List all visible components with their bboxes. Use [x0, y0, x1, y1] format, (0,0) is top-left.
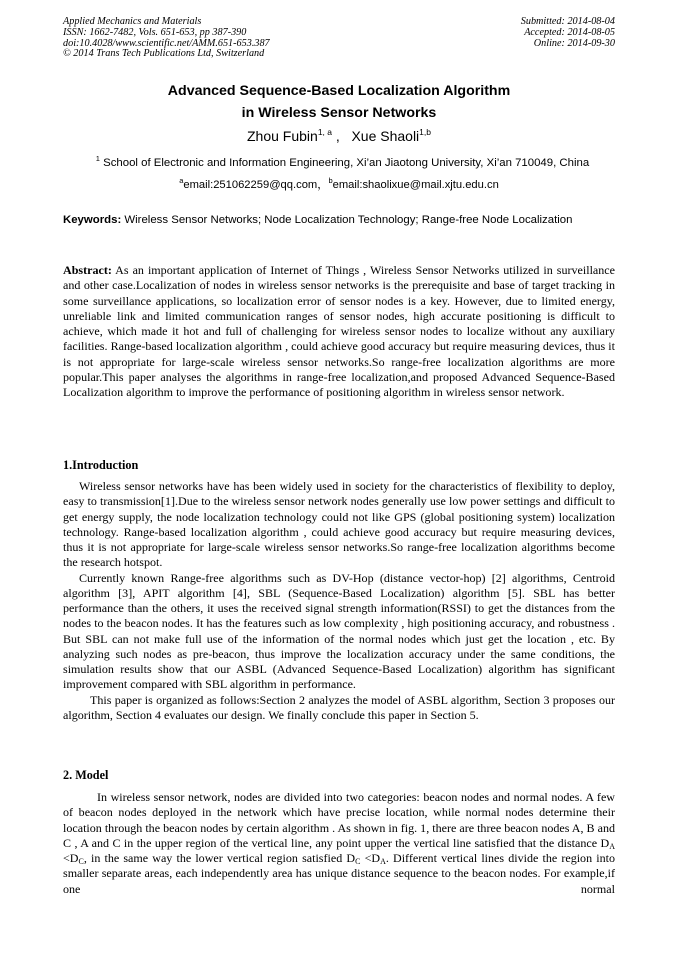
paragraph: This paper is organized as follows:Section 2 analyzes the model of ASBL algorithm, Section 3 proposes our algorithm, Section 4 evaluates our design. We finally conclude this paper in Section 5.	[63, 692, 615, 722]
affiliation	[63, 155, 622, 171]
author-affiliation-mark: 1, a	[317, 127, 332, 137]
paragraph-text: <D	[360, 851, 381, 865]
author-emails	[63, 177, 615, 193]
online-date: Online: 2014-09-30	[533, 37, 615, 49]
subscript: C	[78, 857, 84, 866]
paragraph: Wireless sensor networks have has been widely used in society for the characteristics of flexibility to deploy, easy to transmission[1].Due to the wireless sensor network nodes generally use low power settings and difficult to get energy supply, the node localization technology could not like GPS (global positioning system) localization technology. Range-based localization algorithm , could achieve good accuracy but require measuring devices, thus it is not appropriate for large-scale wireless sensor networks.So range-free localization algorithms become the research hotspot.	[63, 479, 615, 570]
journal-header-right	[521, 17, 615, 49]
paper-title	[63, 80, 615, 124]
copyright-line: © 2014 Trans Tech Publications Ltd, Switzerland	[63, 48, 265, 60]
abstract-paragraph	[63, 263, 615, 400]
abstract-text: As an important application of Internet of Things , Wireless Sensor Networks utilized in surveillance and other case.Localization of nodes in wireless sensor networks is the prerequisite and base of target tracking in some surveillance applications, so localization error of sensor nodes is a key. However, due to limited energy, unreliable link and limited communication ranges of sensor nodes, high accurate positioning is difficult to achieve, which made it hot and full of challenging for wireless sensor nodes to localize without any auxiliary facilities. Range-based localization algorithm , could achieve good accuracy but require measuring devices, thus it is not appropriate for large-scale wireless sensor networks.So range-free localization algorithms are more popular.This paper analyses the algorithms in range-free localization,and proposed Advanced Sequence-Based Localization algorithm to improve the performance of positioning algorithm in wireless sensor network.	[63, 263, 615, 399]
email-mark: a	[179, 176, 184, 185]
journal-header-left	[63, 17, 270, 60]
paragraph-text: , in the same way the lower vertical region satisfied D	[83, 851, 356, 865]
model-body	[63, 790, 615, 897]
affiliation-mark: 1	[95, 154, 100, 163]
submitted-date: Submitted: 2014-08-04	[520, 16, 615, 27]
accepted-date: Accepted: 2014-08-05	[524, 26, 615, 38]
author-name: Zhou Fubin	[246, 128, 318, 144]
author-name: Xue Shaoli	[351, 128, 420, 144]
author-affiliation-mark: 1,b	[419, 127, 431, 137]
keywords-text: Wireless Sensor Networks; Node Localization Technology; Range-free Node Localization	[121, 214, 573, 226]
introduction-body	[63, 479, 615, 723]
title-line-2: in Wireless Sensor Networks	[241, 105, 437, 121]
author-list	[63, 127, 615, 145]
author-separator: ,	[332, 128, 352, 144]
email-address: email:251062259@qq.com，	[183, 179, 329, 191]
keywords-label: Keywords:	[63, 214, 122, 226]
abstract-label: Abstract:	[63, 263, 112, 277]
subscript: A	[380, 857, 386, 866]
paragraph	[63, 790, 615, 897]
paragraph: Currently known Range-free algorithms such as DV-Hop (distance vector-hop) [2] algorithms, Centroid algorithm [3], APIT algorithm [4], SBL (Sequence-Based Localization) algorithm [5]. SBL has better performance than the others, it uses the received signal strength information(RSSI) to get the distances from the nodes to the beacon nodes. It has the features such as low complexity , high positioning accuracy, and robustness . But SBL can not make full use of the information of the normal nodes which just get the location , etc. By analyzing such nodes as pre-beacon, thus improve the localization accuracy under the same conditions, the simulation results show that our ASBL (Advanced Sequence-Based Localization) algorithm has significant improvement compared with SBL algorithm in performance.	[63, 570, 615, 692]
subscript: A	[609, 841, 615, 851]
subscript: C	[355, 857, 361, 866]
abstract	[63, 263, 615, 400]
section-heading-introduction: 1.Introduction	[63, 458, 139, 472]
paragraph-text: <D	[63, 851, 79, 865]
journal-name: Applied Mechanics and Materials	[63, 16, 202, 27]
section-heading-model: 2. Model	[63, 768, 109, 782]
issn-line: ISSN: 1662-7482, Vols. 651-653, pp 387-390	[63, 26, 247, 38]
paragraph-text: In wireless sensor network, nodes are divided into two categories: beacon nodes and normal nodes. A few of beacon nodes deployed in the network which have precise location, while normal nodes determine their location through the beacon nodes by certain algorithm . As shown in fig. 1, there are three beacon nodes A, B and C , A and C in the upper region of the vertical line, any point upper the vertical line satisfied that the distance D	[63, 790, 615, 850]
doi-line: doi:10.4028/www.scientific.net/AMM.651-653.387	[63, 37, 270, 49]
email-mark: b	[328, 176, 333, 185]
paragraph-text: . Different vertical lines divide the region into smaller separate areas, each independently area has unique distance sequence to the beacon nodes. For example,if one normal	[63, 851, 615, 896]
email-address: email:shaolixue@mail.xjtu.edu.cn	[332, 179, 499, 191]
affiliation-text: School of Electronic and Information Engineering, Xi’an Jiaotong University, Xi’an 710049, China	[99, 157, 590, 169]
keywords	[63, 213, 615, 228]
title-line-1: Advanced Sequence-Based Localization Algorithm	[167, 83, 511, 99]
